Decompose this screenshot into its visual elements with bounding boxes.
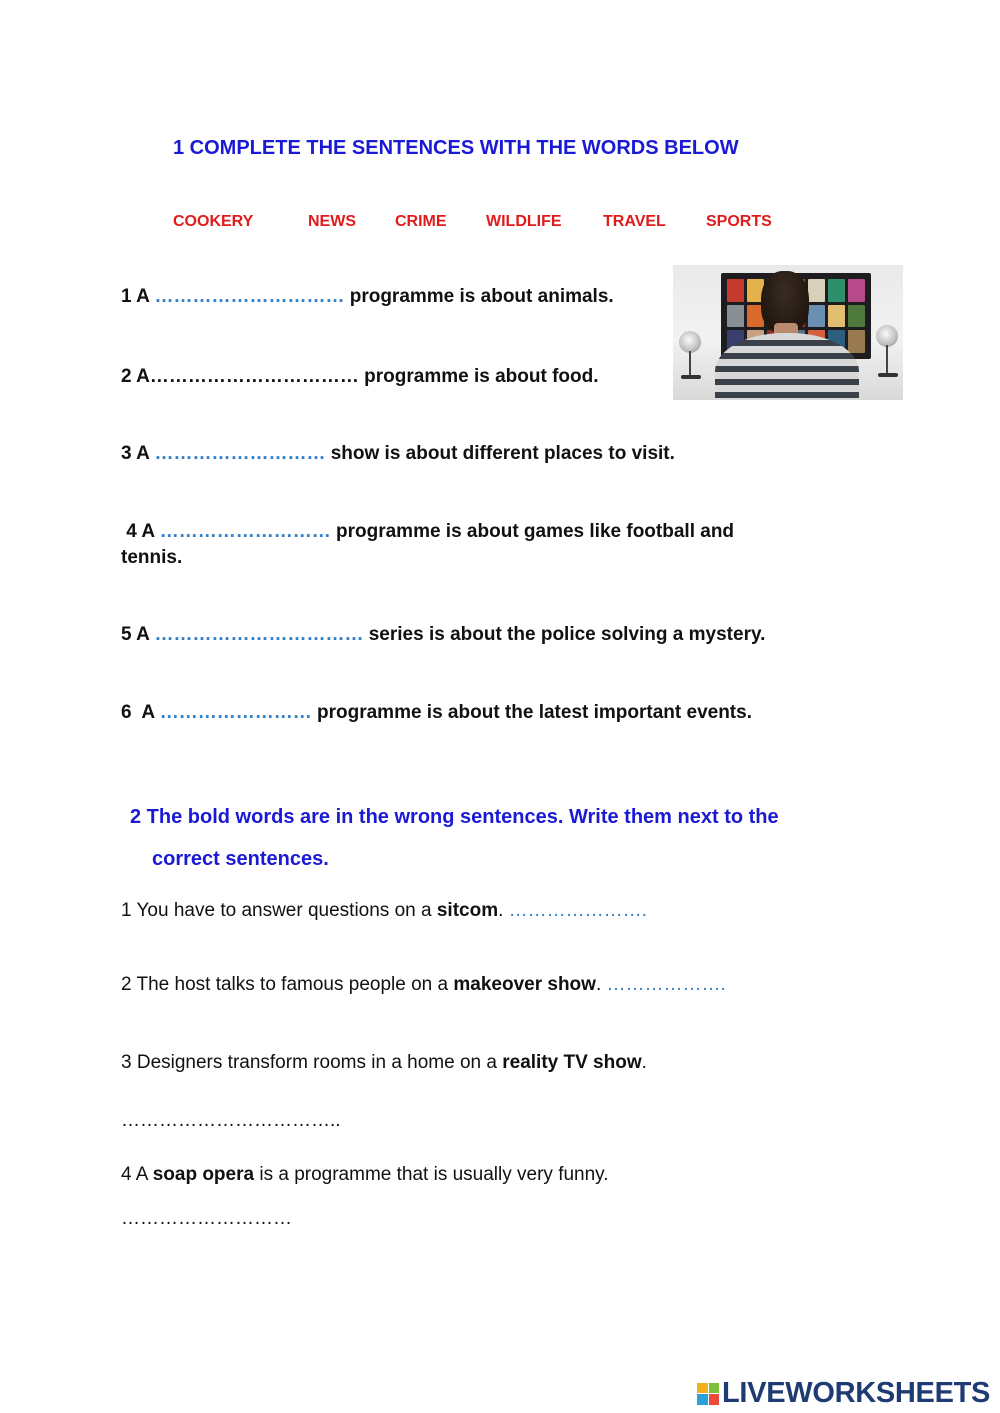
sentence-suffix: programme is about food. — [364, 366, 599, 387]
answer-blank[interactable]: ………………………… — [154, 286, 350, 307]
ex2-sentence-1 — [121, 900, 647, 922]
sentence-after: . — [641, 1052, 647, 1073]
exercise2-title-line1: 2 The bold words are in the wrong sentences. Write them next to the — [130, 806, 779, 828]
sentence-after: . — [498, 900, 509, 921]
word-sports: SPORTS — [706, 213, 772, 230]
word-news: NEWS — [308, 213, 356, 230]
sentence-suffix: programme is about games like football and — [336, 521, 735, 542]
sentence-after: is a programme that is usually very funny. — [254, 1164, 609, 1185]
answer-blank[interactable]: …………………. — [508, 900, 647, 921]
ex2-sentence-4 — [121, 1164, 609, 1186]
sentence-prefix: 6 A — [121, 702, 160, 723]
answer-blank[interactable]: …………………… — [159, 702, 317, 723]
liveworksheets-mark-icon — [697, 1383, 719, 1405]
sentence-before: 1 You have to answer questions on a — [121, 900, 437, 921]
speaker-right-icon — [876, 325, 898, 347]
sentence-prefix: 5 A — [121, 624, 155, 645]
sentence-prefix: 2 A — [121, 366, 150, 387]
sentence-prefix: 4 A — [121, 521, 160, 542]
word-wildlife: WILDLIFE — [486, 213, 562, 230]
exercise2-title-line2: correct sentences. — [152, 848, 329, 870]
person-watching-tv-photo — [673, 265, 903, 400]
ex2-sentence-3 — [121, 1052, 647, 1074]
ex1-sentence-2 — [121, 366, 599, 388]
sentence-before: 4 A — [121, 1164, 153, 1185]
ex1-sentence-4 — [121, 521, 734, 543]
bold-word: sitcom — [436, 900, 499, 921]
sentence-suffix: show is about different places to visit. — [330, 443, 675, 464]
bold-word: soap opera — [152, 1164, 255, 1185]
speaker-left-icon — [679, 331, 701, 353]
answer-blank-3[interactable]: …………………………….. — [121, 1110, 341, 1131]
sentence-before: 3 Designers transform rooms in a home on a — [121, 1052, 503, 1073]
word-travel: TRAVEL — [603, 213, 666, 230]
sentence-suffix: series is about the police solving a mystery. — [368, 624, 766, 645]
word-cookery: COOKERY — [173, 213, 254, 230]
sentence-suffix: programme is about animals. — [349, 286, 614, 307]
word-crime: CRIME — [395, 213, 447, 230]
ex1-sentence-6 — [121, 702, 752, 724]
sentence-prefix: 1 A — [121, 286, 155, 307]
answer-blank[interactable]: ……………………… — [159, 521, 336, 542]
ex1-sentence-4-continuation: tennis. — [121, 547, 183, 568]
exercise1-title: 1 COMPLETE THE SENTENCES WITH THE WORDS BELOW — [173, 137, 739, 159]
bold-word: reality TV show — [502, 1052, 642, 1073]
logo-text: LIVEWORKSHEETS — [722, 1377, 991, 1409]
answer-blank[interactable]: ……………………… — [154, 443, 331, 464]
ex1-sentence-1 — [121, 286, 614, 308]
person-striped-sweater — [715, 333, 859, 400]
answer-blank[interactable]: ………………. — [606, 974, 726, 995]
answer-blank[interactable]: …………………………… — [154, 624, 369, 645]
answer-blank[interactable]: …………………………… — [149, 366, 365, 387]
sentence-before: 2 The host talks to famous people on a — [121, 974, 454, 995]
liveworksheets-logo[interactable] — [697, 1377, 990, 1410]
sentence-prefix: 3 A — [121, 443, 155, 464]
bold-word: makeover show — [453, 974, 596, 995]
ex1-sentence-3 — [121, 443, 675, 465]
answer-blank-4[interactable]: ……………………… — [121, 1208, 292, 1229]
sentence-suffix: programme is about the latest important events. — [317, 702, 752, 723]
sentence-after: . — [595, 974, 607, 995]
ex2-sentence-2 — [121, 974, 726, 996]
ex1-sentence-5 — [121, 624, 765, 646]
